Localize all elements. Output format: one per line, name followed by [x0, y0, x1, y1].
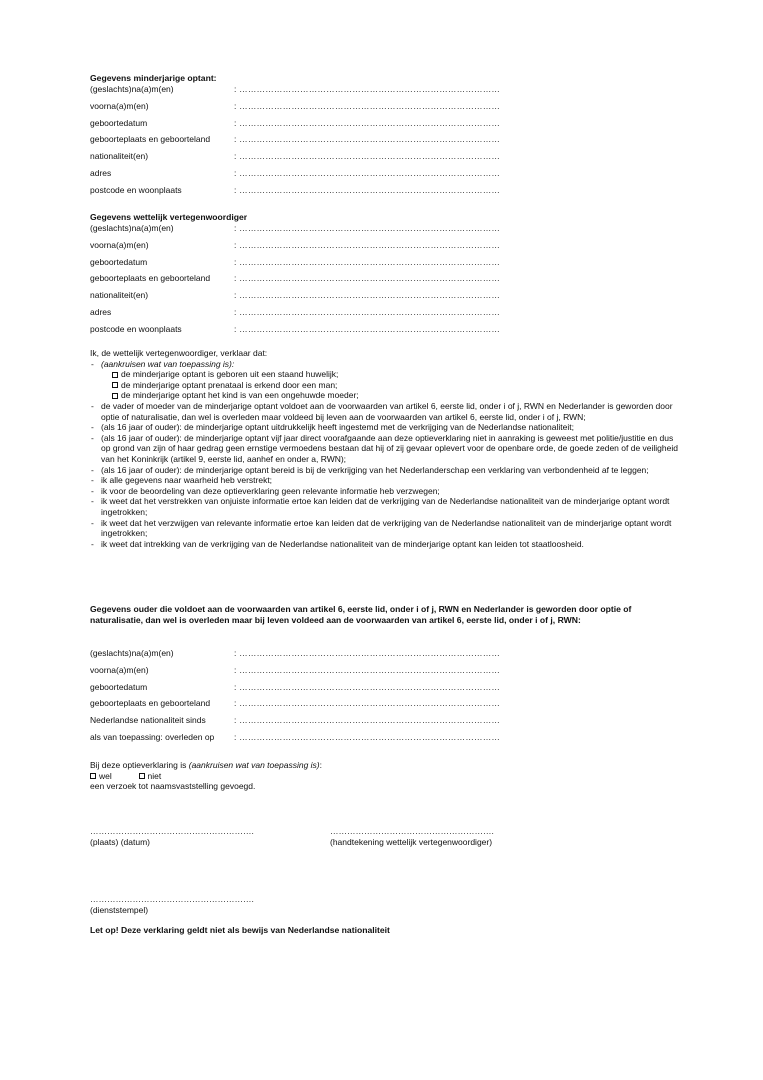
field-label: Nederlandse nationaliteit sinds: [90, 715, 206, 726]
declaration-block: [90, 348, 680, 549]
field-separator: :: [234, 681, 237, 692]
field-dotted-line[interactable]: ………………………………………………………………………………: [239, 698, 501, 709]
field-input-dots[interactable]: [234, 257, 500, 268]
field-input-dots[interactable]: [234, 698, 500, 709]
field-label: voorna(a)m(en): [90, 664, 149, 675]
nationality-warning: Let op! Deze verklaring geldt niet als bewijs van Nederlandse nationaliteit: [90, 925, 390, 935]
naming-intro: [90, 760, 322, 771]
field-dotted-line[interactable]: ………………………………………………………………………………: [239, 184, 501, 195]
field-dotted-line[interactable]: ………………………………………………………………………………: [239, 715, 501, 726]
field-separator: :: [234, 223, 237, 233]
field-dotted-line[interactable]: ………………………………………………………………………………: [239, 239, 501, 250]
naming-request-block: [90, 760, 322, 792]
declaration-item: - (als 16 jaar of ouder): de minderjarige optant uitdrukkelijk heeft ingestemd met de verkrijging van de Nederlandse nationaliteit;: [90, 422, 680, 433]
field-dotted-line[interactable]: ………………………………………………………………………………: [239, 84, 501, 94]
field-dotted-line[interactable]: ………………………………………………………………………………: [239, 648, 501, 658]
field-separator: :: [234, 664, 237, 675]
declaration-item: - ik voor de beoordeling van deze optieverklaring geen relevante informatie heb verzwegen;: [90, 486, 680, 497]
field-separator: :: [234, 715, 237, 726]
signature-label: (handtekening wettelijk vertegenwoordiger): [330, 837, 493, 847]
field-label: postcode en woonplaats: [90, 184, 182, 195]
field-input-dots[interactable]: [234, 307, 500, 318]
field-label: (geslachts)na(a)m(en): [90, 648, 174, 658]
declaration-option: [101, 390, 680, 401]
naming-request-text: een verzoek tot naamsvaststelling gevoegd.: [90, 781, 256, 792]
field-separator: :: [234, 239, 237, 250]
field-label: geboorteplaats en geboorteland: [90, 273, 211, 284]
declaration-option-label: de minderjarige optant prenataal is erkend door een man;: [121, 379, 338, 390]
checkbox[interactable]: [112, 393, 118, 399]
field-input-dots[interactable]: [234, 290, 500, 301]
field-label: postcode en woonplaats: [90, 323, 182, 334]
field-separator: :: [234, 323, 237, 334]
field-dotted-line[interactable]: ………………………………………………………………………………: [239, 134, 501, 145]
declaration-item: - (als 16 jaar of ouder): de minderjarige optant bereid is bij de verkrijging van het Nederlanderschap een verklaring van verbondenheid af te leggen;: [90, 465, 680, 476]
field-input-dots[interactable]: [234, 665, 500, 676]
field-separator: :: [234, 151, 237, 162]
field-label: voorna(a)m(en): [90, 239, 149, 250]
field-separator: :: [234, 256, 237, 267]
field-separator: :: [234, 290, 237, 301]
checkbox[interactable]: [112, 372, 118, 378]
field-separator: :: [234, 273, 237, 284]
field-label: adres: [90, 307, 112, 317]
declaration-item: - (als 16 jaar of ouder): de minderjarige optant vijf jaar direct voorafgaande aan deze optieverklaring niet in aanraking is geweest met politie/justitie en dus op grond van zijn of haar gedrag geen ernstige vermoedens bestaan dat hij of zij gevaar oplevert voor de openbare orde, de goede zeden of de veiligheid van het Koninkrijk (artikel 9, eerste lid, aanhef en onder a, RWN);: [90, 433, 680, 465]
field-separator: :: [234, 134, 237, 145]
field-separator: :: [234, 648, 237, 658]
field-input-dots[interactable]: [234, 151, 500, 162]
field-separator: :: [234, 117, 237, 128]
field-dotted-line[interactable]: ………………………………………………………………………………: [239, 307, 501, 317]
field-input-dots[interactable]: [234, 101, 500, 112]
field-dotted-line[interactable]: ………………………………………………………………………………: [239, 323, 501, 334]
checkbox-niet[interactable]: [139, 773, 145, 779]
declaration-item: - ik weet dat intrekking van de verkrijging van de Nederlandse nationaliteit van de minderjarige optant kan leiden tot staatloosheid.: [90, 539, 680, 550]
field-label: geboortedatum: [90, 256, 148, 267]
field-input-dots[interactable]: [234, 682, 500, 693]
declaration-item: - ik alle gegevens naar waarheid heb verstrekt;: [90, 475, 680, 486]
field-input-dots[interactable]: [234, 118, 500, 129]
declaration-item: - ik weet dat het verstrekken van onjuiste informatie ertoe kan leiden dat de verkrijging van de Nederlandse nationaliteit van de minderjarige optant wordt ingetrokken;: [90, 496, 680, 517]
declaration-item: - ik weet dat het verzwijgen van relevante informatie ertoe kan leiden dat de verkrijging van de Nederlandse nationaliteit van de minderjarige optant wordt ingetrokken;: [90, 518, 680, 539]
option-niet-label: niet: [147, 770, 162, 781]
field-input-dots[interactable]: [234, 168, 500, 179]
field-label: als van toepassing: overleden op: [90, 732, 215, 742]
signature-dots[interactable]: ………………………………………………….: [330, 826, 494, 836]
declaration-intro: Ik, de wettelijk vertegenwoordiger, verklaar dat:: [90, 348, 268, 358]
field-input-dots[interactable]: [234, 240, 500, 251]
naming-intro-suffix: :: [319, 760, 322, 770]
section-parent-title: Gegevens ouder die voldoet aan de voorwaarden van artikel 6, eerste lid, onder i of j, RWN en Nederlander is geworden door optie of naturalisatie, dan wel is overleden maar bij leven voldeed aan de voorwaarden van artikel 6, eerste lid, onder i of j, RWN:: [90, 604, 632, 625]
field-label: voorna(a)m(en): [90, 100, 149, 111]
field-separator: :: [234, 307, 237, 317]
field-input-dots[interactable]: [234, 273, 500, 284]
field-label: geboorteplaats en geboorteland: [90, 698, 211, 709]
field-dotted-line[interactable]: ………………………………………………………………………………: [239, 732, 501, 742]
option-wel-label: wel: [99, 770, 112, 781]
declaration-choose-item: [90, 359, 680, 401]
field-separator: :: [234, 100, 237, 111]
field-label: (geslachts)na(a)m(en): [90, 84, 174, 94]
declaration-option-label: de minderjarige optant is geboren uit een staand huwelijk;: [121, 369, 339, 380]
field-dotted-line[interactable]: ………………………………………………………………………………: [239, 100, 501, 111]
stamp-label: (dienststempel): [90, 905, 149, 915]
field-separator: :: [234, 84, 237, 94]
field-input-dots[interactable]: [234, 324, 500, 335]
field-label: (geslachts)na(a)m(en): [90, 223, 174, 233]
place-date-label: (plaats) (datum): [90, 837, 150, 847]
declaration-option: [101, 369, 680, 380]
field-input-dots[interactable]: [234, 715, 500, 726]
field-input-dots[interactable]: [234, 648, 500, 659]
field-label: geboorteplaats en geboorteland: [90, 134, 211, 145]
field-dotted-line[interactable]: ………………………………………………………………………………: [239, 117, 501, 128]
field-label: geboortedatum: [90, 681, 148, 692]
naming-intro-prefix: Bij deze optieverklaring is: [90, 760, 189, 770]
field-input-dots[interactable]: [234, 84, 500, 95]
field-dotted-line[interactable]: ………………………………………………………………………………: [239, 151, 501, 162]
declaration-option-label: de minderjarige optant het kind is van een ongehuwde moeder;: [121, 390, 359, 401]
field-input-dots[interactable]: [234, 134, 500, 145]
stamp-dots[interactable]: ………………………………………………….: [90, 894, 254, 904]
section-legal-representative-title: Gegevens wettelijk vertegenwoordiger: [90, 212, 248, 222]
field-separator: :: [234, 168, 237, 178]
checkbox-wel[interactable]: [90, 773, 96, 779]
field-separator: :: [234, 698, 237, 709]
declaration-option: [101, 380, 680, 391]
field-input-dots[interactable]: [234, 732, 500, 743]
field-dotted-line[interactable]: ………………………………………………………………………………: [239, 664, 501, 675]
field-label: adres: [90, 168, 112, 178]
place-date-dots[interactable]: ………………………………………………….: [90, 826, 254, 836]
field-input-dots[interactable]: [234, 223, 500, 234]
field-label: nationaliteit(en): [90, 151, 149, 162]
field-label: geboortedatum: [90, 117, 148, 128]
declaration-choose-label: (aankruisen wat van toepassing is):: [101, 358, 235, 369]
field-input-dots[interactable]: [234, 185, 500, 196]
field-separator: :: [234, 184, 237, 195]
field-dotted-line[interactable]: ………………………………………………………………………………: [239, 223, 501, 233]
naming-intro-italic: (aankruisen wat van toepassing is): [188, 760, 320, 770]
field-separator: :: [234, 732, 237, 742]
declaration-list: [90, 359, 680, 550]
field-dotted-line[interactable]: ………………………………………………………………………………: [239, 273, 501, 284]
field-label: nationaliteit(en): [90, 290, 149, 301]
declaration-options: [101, 369, 680, 401]
naming-options: [90, 771, 322, 782]
field-dotted-line[interactable]: ………………………………………………………………………………: [239, 290, 501, 301]
field-dotted-line[interactable]: ………………………………………………………………………………: [239, 168, 501, 178]
section-minor-applicant-title: Gegevens minderjarige optant:: [90, 73, 217, 83]
declaration-item: - de vader of moeder van de minderjarige optant voldoet aan de voorwaarden van artikel 6, eerste lid, onder i of j, RWN en Nederlander is geworden door optie of naturalisatie, dan wel is overleden maar voldeed bij leven aan de voorwaarden van artikel 6, eerste lid, onder i of j, RWN;: [90, 401, 680, 422]
field-dotted-line[interactable]: ………………………………………………………………………………: [239, 681, 501, 692]
checkbox[interactable]: [112, 382, 118, 388]
field-dotted-line[interactable]: ………………………………………………………………………………: [239, 256, 501, 267]
